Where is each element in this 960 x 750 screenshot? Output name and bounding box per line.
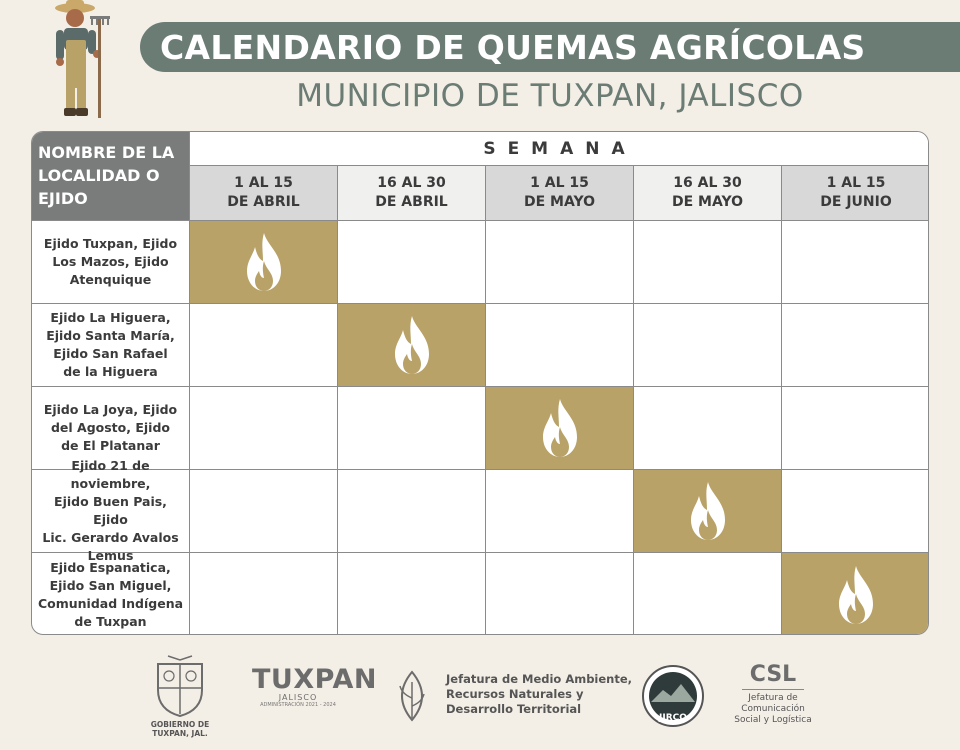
week-header-label: 1 AL 15 DE JUNIO (820, 175, 892, 210)
fire-icon (833, 564, 879, 626)
burn-slot-empty (782, 387, 929, 470)
burn-calendar-table (31, 131, 929, 635)
jirco-logo-text: JIRCO (659, 713, 687, 723)
burn-slot-empty (782, 221, 929, 304)
week-header-label: 1 AL 15 DE ABRIL (227, 175, 300, 210)
week-header-1 (190, 166, 338, 221)
burn-slot-empty (634, 221, 782, 304)
burn-slot-empty (486, 470, 634, 553)
environment-department-text: Jefatura de Medio Ambiente, Recursos Naturales y Desarrollo Territorial (446, 672, 633, 716)
burn-slot-active (338, 304, 486, 387)
burn-slot-active (486, 387, 634, 470)
week-header-4 (634, 166, 782, 221)
burn-slot-empty (190, 304, 338, 387)
week-group-header: SEMANA (190, 132, 929, 166)
seal-caption-text: GOBIERNO DE TUXPAN, JAL. (150, 720, 210, 738)
csl-logo-text: CSL (749, 662, 797, 687)
burn-slot-empty (486, 553, 634, 635)
locality-name: Ejido La Joya, Ejido del Agosto, Ejido de El Platanar (32, 387, 190, 470)
fire-icon (389, 314, 435, 376)
tuxpan-logo-admin: ADMINISTRACIÓN 2021 - 2024 (260, 702, 336, 708)
burn-slot-empty (338, 387, 486, 470)
week-header-label: 1 AL 15 DE MAYO (523, 175, 596, 210)
burn-slot-empty (190, 553, 338, 635)
locality-name: Ejido 21 de noviembre, Ejido Buen Pais, Ejido Lic. Gerardo Avalos Lemus (32, 470, 190, 553)
burn-slot-active (634, 470, 782, 553)
week-header-3 (486, 166, 634, 221)
locality-name: Ejido Tuxpan, Ejido Los Mazos, Ejido Atenquique (32, 221, 190, 304)
locality-name: Ejido La Higuera, Ejido Santa María, Ejido San Rafael de la Higuera (32, 304, 190, 387)
burn-slot-empty (634, 304, 782, 387)
week-header-label: 16 AL 30 DE MAYO (671, 175, 744, 210)
locality-column-header: NOMBRE DE LA LOCALIDAD O EJIDO (32, 132, 190, 221)
title-banner (140, 22, 960, 72)
csl-logo (728, 662, 818, 726)
burn-slot-empty (486, 304, 634, 387)
burn-slot-empty (190, 387, 338, 470)
fire-icon (241, 231, 287, 293)
fire-icon (537, 397, 583, 459)
burn-slot-empty (634, 387, 782, 470)
burn-slot-active (782, 553, 929, 635)
page-subtitle: MUNICIPIO DE TUXPAN, JALISCO (296, 78, 804, 114)
week-header-label: 16 AL 30 DE ABRIL (375, 175, 448, 210)
csl-divider (742, 689, 804, 690)
week-header-2 (338, 166, 486, 221)
leaf-drop-icon (388, 668, 436, 724)
csl-caption: Jefatura de Comunicación Social y Logística (734, 693, 812, 725)
burn-slot-empty (190, 470, 338, 553)
tuxpan-logo (238, 664, 377, 708)
burn-slot-empty (486, 221, 634, 304)
burn-slot-empty (782, 304, 929, 387)
burn-slot-active (190, 221, 338, 304)
farmer-illustration (42, 0, 132, 125)
tuxpan-logo-text: TUXPAN (252, 664, 377, 695)
government-seal-icon (150, 654, 210, 718)
fire-icon (685, 480, 731, 542)
locality-name: Ejido Espanatica, Ejido San Miguel, Comunidad Indígena de Tuxpan (32, 553, 190, 635)
week-header-5 (782, 166, 929, 221)
burn-slot-empty (782, 470, 929, 553)
seal-caption (140, 720, 220, 738)
burn-slot-empty (338, 470, 486, 553)
page-title: CALENDARIO DE QUEMAS AGRÍCOLAS (160, 27, 866, 67)
burn-slot-empty (338, 221, 486, 304)
tuxpan-logo-state: JALISCO (278, 693, 318, 702)
burn-slot-empty (634, 553, 782, 635)
jirco-logo-icon (641, 664, 705, 728)
burn-slot-empty (338, 553, 486, 635)
footer-logos (0, 650, 960, 750)
